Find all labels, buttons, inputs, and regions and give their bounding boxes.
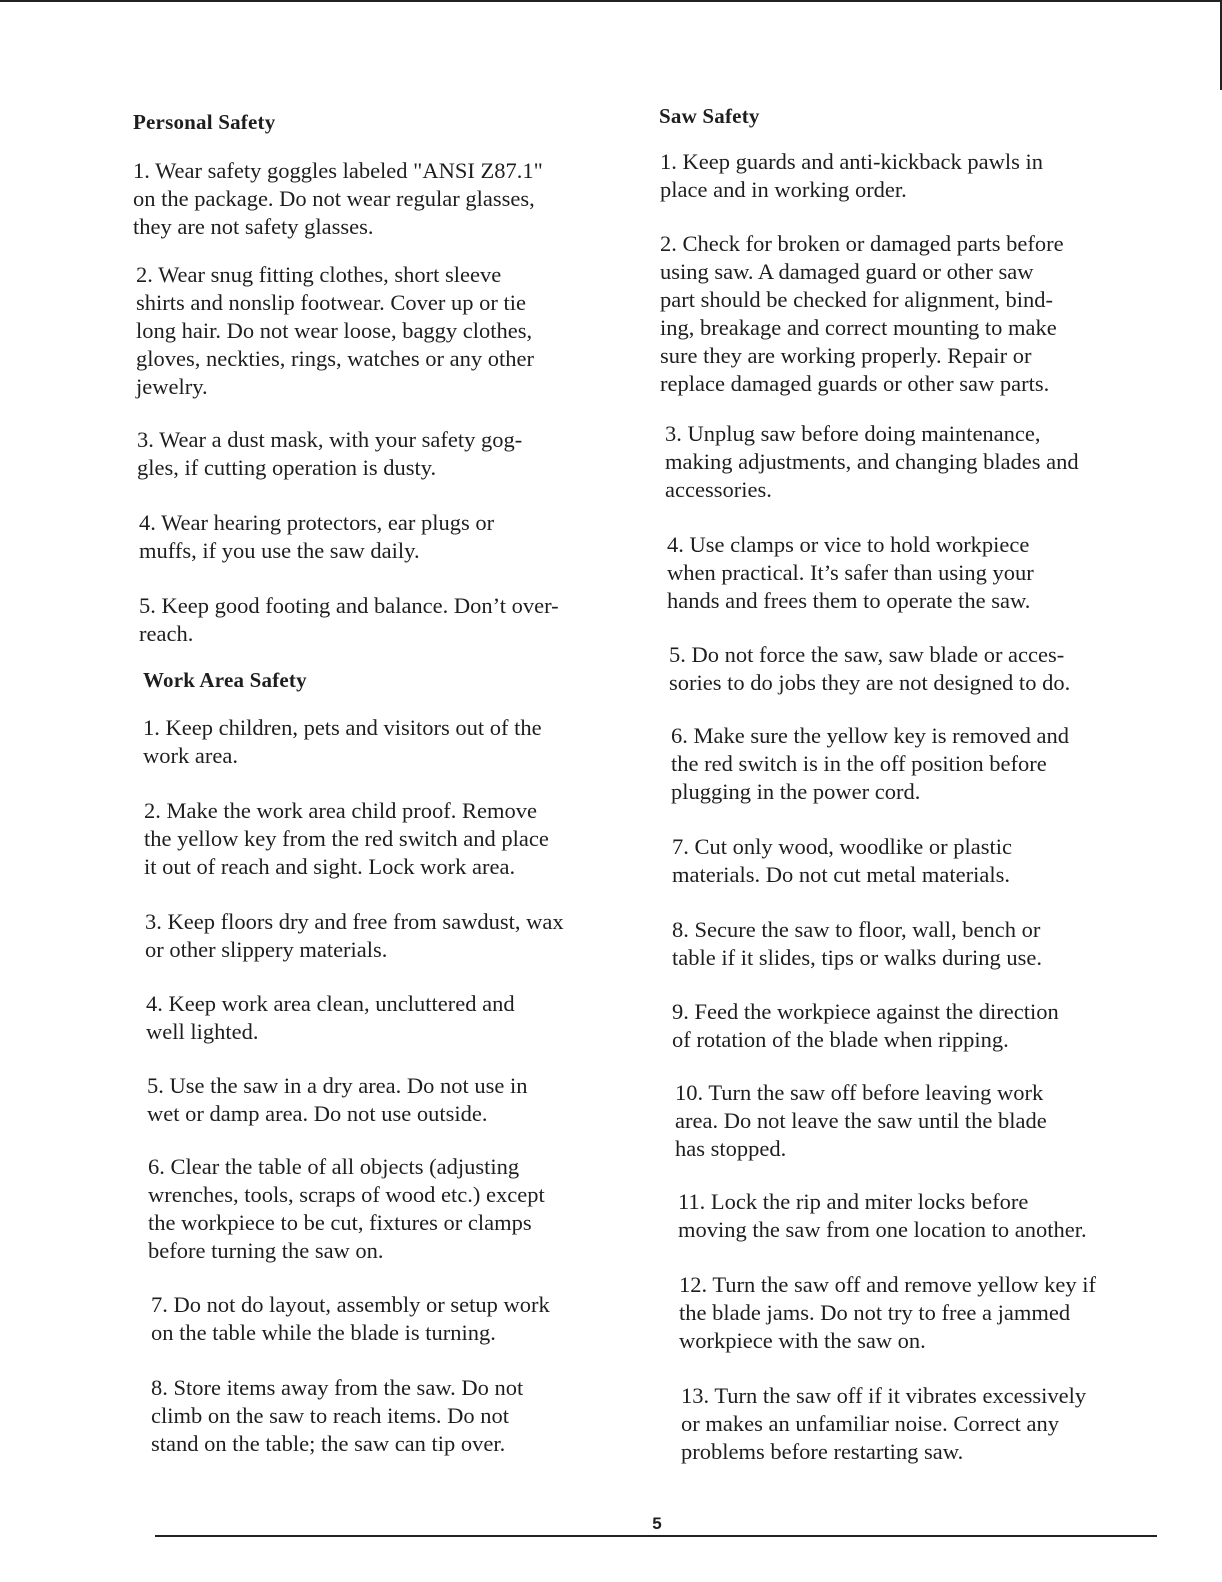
saw-safety-item: 8. Secure the saw to floor, wall, bench or table if it slides, tips or walks during use. (672, 917, 1042, 970)
saw-safety-item: 5. Do not force the saw, saw blade or acces- sories to do jobs they are not designed to do. (669, 642, 1071, 695)
saw-safety-item: 6. Make sure the yellow key is removed and the red switch is in the off position before plugging in the power cord. (671, 723, 1070, 804)
saw-safety-item: 9. Feed the workpiece against the direction of rotation of the blade when ripping. (672, 999, 1059, 1052)
saw-safety-item: 3. Unplug saw before doing maintenance, making adjustments, and changing blades and accessories. (665, 421, 1079, 502)
work-area-safety-item: 8. Store items away from the saw. Do not climb on the saw to reach items. Do not stand on the table; the saw can tip over. (151, 1375, 524, 1456)
work-area-safety-item: 2. Make the work area child proof. Remove the yellow key from the red switch and place it out of reach and sight. Lock work area. (144, 798, 549, 879)
personal-safety-item: 2. Wear snug fitting clothes, short sleeve shirts and nonslip footwear. Cover up or tie long hair. Do not wear loose, baggy clothes, gloves, neckties, rings, watches or any other jewelry. (136, 262, 535, 399)
work-area-safety-item: 4. Keep work area clean, uncluttered and well lighted. (146, 991, 515, 1044)
work-area-safety-item: 3. Keep floors dry and free from sawdust, wax or other slippery materials. (145, 909, 564, 962)
top-border-line (0, 0, 1222, 2)
saw-safety-item: 4. Use clamps or vice to hold workpiece when practical. It’s safer than using your hands and frees them to operate the saw. (667, 532, 1034, 613)
saw-safety-item: 10. Turn the saw off before leaving work area. Do not leave the saw until the blade has stopped. (675, 1080, 1047, 1161)
work-area-safety-item: 7. Do not do layout, assembly or setup work on the table while the blade is turning. (151, 1292, 550, 1345)
saw-safety-item: 11. Lock the rip and miter locks before moving the saw from one location to another. (678, 1189, 1087, 1242)
saw-safety-item: 2. Check for broken or damaged parts before using saw. A damaged guard or other saw part should be checked for alignment, bind- ing, breakage and correct mounting to make sure they are working properly. Repair or replace damaged guards or other saw parts. (660, 231, 1064, 396)
work-area-safety-item: 6. Clear the table of all objects (adjusting wrenches, tools, scraps of wood etc.) except the workpiece to be cut, fixtures or clamps before turning the saw on. (148, 1154, 545, 1263)
personal-safety-item: 1. Wear safety goggles labeled "ANSI Z87.1" on the package. Do not wear regular glasses, they are not safety glasses. (133, 158, 543, 239)
personal-safety-item: 3. Wear a dust mask, with your safety gog- gles, if cutting operation is dusty. (137, 427, 523, 480)
saw-safety-item: 12. Turn the saw off and remove yellow key if the blade jams. Do not try to free a jammed workpiece with the saw on. (679, 1272, 1097, 1353)
saw-safety-item: 13. Turn the saw off if it vibrates excessively or makes an unfamiliar noise. Correct any problems before restarting saw. (681, 1383, 1087, 1464)
page-number: 5 (652, 1514, 662, 1533)
saw-safety-item: 1. Keep guards and anti-kickback pawls in place and in working order. (660, 149, 1044, 202)
work-area-safety-heading: Work Area Safety (143, 668, 307, 692)
personal-safety-heading: Personal Safety (133, 110, 276, 134)
work-area-safety-item: 5. Use the saw in a dry area. Do not use in wet or damp area. Do not use outside. (147, 1073, 528, 1126)
saw-safety-item: 7. Cut only wood, woodlike or plastic materials. Do not cut metal materials. (672, 834, 1012, 887)
work-area-safety-item: 1. Keep children, pets and visitors out of the work area. (143, 715, 542, 768)
personal-safety-item: 5. Keep good footing and balance. Don’t over- reach. (139, 593, 559, 646)
saw-safety-heading: Saw Safety (659, 104, 760, 128)
personal-safety-item: 4. Wear hearing protectors, ear plugs or muffs, if you use the saw daily. (139, 510, 495, 563)
footer-rule (155, 1535, 1157, 1537)
